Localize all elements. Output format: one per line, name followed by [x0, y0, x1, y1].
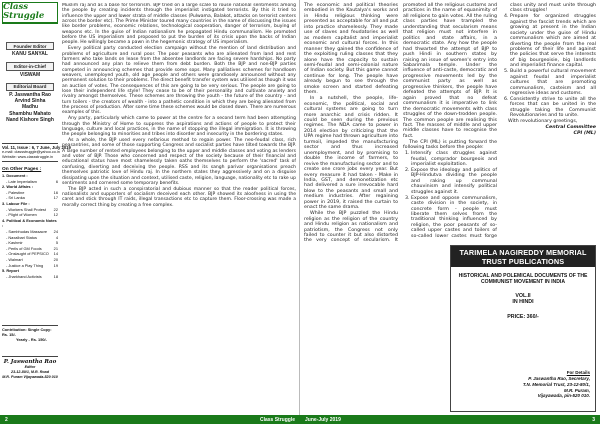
footer-date: June-July 2019 [305, 416, 341, 423]
order-line: T.N. Memorial Trust, 23-12-80/1, [522, 381, 590, 387]
order-line: M.R. Puram, [563, 387, 590, 393]
article-paragraph: In a nutshell, the people, life-economic, the political, social and cultural systems are going to turn more anarchic and crisis ridden. It could be seen during the previous regimes. The NDA came to power in 2014 election by criticizing that the UPA regime had thrown agriculture into turmoil, impeded the manufacturing sector and thus increased unemployment, and by promising to double the income of farmers, to revive the manufacturing sector and to create one crore jobs every year. But every measure it had taken - Make in India, GST, and demonetization etc had delivered a sure irrevocable hard blow to the peasants and small and medium industries. After regaining power in 2019, it raised the curtain to enact the same drama. [304, 96, 398, 211]
advert-volume: VOL.II [515, 292, 531, 299]
article-paragraph: While the BJP puzzled the Hindu religion as the religion of the country and Hindu religion as nationalism and patriotism, the Congress not only failed to counter it but also distorted the very concept of secularism. It promoted all the religious customs and practices in the name of equanimity of all religions to gain votes. All the ruling class parties have trampled the understanding that secularism means that religion must not interfere in politics and state affairs, in a democratic state. Any how the people had thwarted the attempt of BJP to push Hindi in southern states by raising an issue of women's entry into Sabarimala temple. Under the influence of anti-caste, democratic and progressive movements led by the communist party as well as progressive thinkers, the people have defeated the attempts of BJP. It is again proved that no defeat communalism it is imperative to link the democratic movements with class struggles of the down-trodden people. The common people are realising this fact. The masses of middle and upper middle classes have to recognise the fact. [304, 3, 497, 244]
contents-page: 16 [53, 189, 58, 195]
contents-label: 3. Labour File : [2, 200, 30, 206]
contents-title: On Other Pages : [2, 167, 42, 172]
contents-label: - Kashmir [6, 240, 23, 246]
editor-name: VISWAM [19, 71, 41, 78]
right-page [300, 0, 600, 424]
contents-page: 20 [53, 256, 58, 262]
contents-label: - Naxalbari Status [6, 234, 37, 240]
article-paragraph: As a whole, the BJP used every nefarious method to regain power. The neo-feudal class, rich peasantries, and some of those supporting Congress and socialist parties have tilted towards the BJP. A large number of rented employees belonging to the upper and middle classes and voting as lenders and voter of BJP. Those who concerned and respect of the society because of their financial and educational status have most shamelessly taken oaths themselves to perform the 'sacred' task of confusing, diverting and deceiving the people. RSS and its sangh parivar organisations preach themselves patriotic love of Hindu raj. In the northern states they aggressively and on a disguise dissipating upon the situation and context, utilised caste, religion, language, nationality etc to rake up sentiments and cornered some temporary benefits. [62, 138, 296, 186]
order-heading: For Details [566, 370, 590, 376]
board-member: P. Jaswantha Rao [9, 91, 51, 98]
board-member: Nand Kishore Singh [6, 116, 54, 123]
masthead-title: Class Struggle [3, 2, 45, 21]
order-line: P. Jaswantha Rao, Secretary, [528, 376, 590, 382]
contents-page: 5 [55, 240, 58, 246]
contents-label: 4. Political & Economic Notes : [2, 217, 57, 229]
left-article [62, 3, 296, 411]
board-label: Editorial Board [6, 83, 54, 91]
contents-page: 24 [53, 228, 58, 234]
contribution-single: Contribution: Single Copy: Rs. 15/- [2, 327, 52, 337]
signature-org: CPI (ML) [573, 131, 596, 137]
signature: Central Committee [545, 125, 596, 131]
footer-right [300, 415, 600, 424]
contents-label: - Workers Shall Protest [6, 206, 46, 212]
publication-advert [450, 245, 596, 412]
publisher-box [2, 356, 58, 380]
editor-label: Editor-in-Chief [6, 62, 54, 70]
contents-label: - Jharkhand Activists [6, 273, 42, 279]
contents-list [2, 167, 58, 279]
email-line[interactable]: e-mail: classstruggle@yahoo.co.in [2, 150, 60, 155]
masthead-logo [2, 2, 58, 24]
contents-label: 2. World Affairs : [2, 184, 33, 190]
advert-price: PRICE: 360/- [507, 314, 539, 321]
advert-order-details [498, 370, 590, 399]
order-line: Vijayawada, pin-520 010. [537, 393, 590, 399]
task-item: 3. Expose and oppose communalism, caste division in the society, in concrete form - people must liberate them selves from the traditional thinking influenced by religion, the poor peasants of so-called upper castes and toilers of so-called lower castes must forge class unity and must unite through class struggles! [411, 3, 596, 244]
volume-line: Vol. 11, Issue : 6, 7 June, July 2019 [2, 145, 71, 150]
contribution-box [2, 325, 58, 342]
right-article [304, 3, 596, 244]
contents-row[interactable] [2, 218, 58, 229]
board-member: Shambhu Mahato [9, 110, 51, 117]
founder-label: Founder Editor [6, 42, 54, 50]
contents-page: 4 [55, 234, 58, 240]
article-paragraph: Any party, particularly which came to power at the centre for a second term had been attempting through the Ministry of Home to suppress the aspirations and actions of people to protect their language, culture and local practices, in the name of stopping the illegal immigration. It is throwing the people belonging to minorities and tribes into disorder and insecurity in the bordering states. [62, 116, 296, 138]
closing-line: With revolutionary greetings, [508, 119, 578, 125]
board-member: Madhu [21, 104, 39, 111]
contents-label: - Perils of GM Foods [6, 245, 42, 251]
publisher-name: P. Jaswantha Rao [3, 359, 57, 365]
board-member: Arvind Sinha [14, 98, 46, 105]
article-paragraph: Every political party conducted election campaign without the mention of land distribution and problems of agriculture and rural poor. The poor peasants who are alienated from land and rent farmers who take lands on lease from the absentee landlords are facing severe hardships. No party had announced any plan to relieve them from debt burden. Both the BJP and non-BJP parties competed in announcing schemes that provide some sops. Many palliatives schemes for handloom weavers, unemployed youth, old age people and others were grandiosely announced without any permanent solution to their problems. The direct benefit transfer system was utilised as though it was an auction of votes. The consequences of this are going to be very serious. The people are going to lose their independent life style! They cease to be of their personality and cultivate anxiety and rivalry amongst themselves. These schemes are throwing the youth - the future of the country - and turn toilers - the creators of wealth - into a pathetic condition in which they are being alienated from the process of production. After some time these schemes would be closed down. There are numerous examples of this. [62, 46, 296, 116]
contribution-yearly: Yearly - Rs. 150/- [16, 337, 47, 342]
footer-publication: Class Struggle [259, 416, 295, 423]
contents-page: 12 [53, 212, 58, 218]
article-paragraph: The economic and political theories embodied in the Kautalya's works and in Hindu religious thinking were presented as acceptable for all and put into practice shamelessly. They made use of slaves and feudatories as well as modern capitalist and imperialist economic and cultural forces. In this manner they gained the confidence of the exploiting ruling classes that they alone have the capacity to sustain semi-feudal and semi-colonial nature of Indian society. But this game cannot continue for long. The people have already begun to see through the smoke screen and started defeating them. [304, 3, 398, 96]
contents-label: - Sambhudas Massacre [6, 228, 48, 234]
contents-label: - Late Imperialism [6, 178, 37, 184]
contents-page: 21 [53, 245, 58, 251]
article-paragraph: The CPI (ML) is putting forward the following tasks before the people: [403, 139, 497, 151]
contents-page: 18 [53, 273, 58, 279]
contents-label: - Sri Lanka [6, 195, 25, 201]
contents-label: - Justice a Play Thing [6, 262, 44, 268]
task-item: 4. Prepare for organized struggles against the fascist trends which are growing at present in the Indian society under the guise of Hindu communalism which are aimed at diverting the people from the real problems of their life and against the policies that serve the interests of big bourgeoisie, big landlords and imperialist finance capital. [510, 14, 596, 69]
publisher-address: M.R. Puram Vijayawada-520 010 [2, 375, 58, 379]
page-number: 2 [5, 416, 8, 423]
contents-label: - Palestine [6, 189, 25, 195]
contents-page: 14 [53, 251, 58, 257]
page-number: 3 [592, 416, 595, 423]
contents-page: 19 [53, 262, 58, 268]
publisher-address: 23-12-80/1, M.R. Road [11, 370, 49, 374]
task-item: 1. Intensify class struggles against feudal, comprador bourgeois and imperialist exploitation. [411, 151, 497, 167]
task-item: 6. Consistently strive to unite all the forces that can be united in the struggle taking the Communist Revolutionaries and to unite. [510, 97, 596, 119]
task-item: 2. Expose the ideology and politics of BJP-Hindutva dividing the people and raking up communal chauvinism and intensify political struggles against it. [411, 168, 497, 195]
contents-label: - Walmart [6, 256, 23, 262]
publisher-role: Editor [24, 365, 36, 369]
founder-name: KANU SANYAL [12, 51, 48, 58]
contents-label: 5. Report [2, 268, 19, 274]
masthead-band [3, 22, 57, 23]
editorial-sidebar [2, 40, 58, 123]
advert-heading: HISTORICAL AND POLEMICAL DOCUMENTS OF THE COMMUNIST MOVEMENT IN INDIA [458, 273, 588, 286]
advert-language: IN HINDI [512, 299, 534, 306]
contents-page: 6 [55, 178, 58, 184]
website-line[interactable]: Website: www.classstruggle.in [2, 155, 53, 159]
contents-label: 1. Document : [2, 173, 28, 178]
advert-title: TARIMELA NAGIREDDY MEMORIAL TRUST PUBLICATIONS [451, 246, 595, 267]
contents-label: - Onslaught of PEPSICO [6, 251, 49, 257]
issue-info [2, 143, 71, 162]
contents-row[interactable] [2, 274, 58, 280]
contents-page: 17 [53, 195, 58, 201]
task-item: 5. Build a powerful cultural movement against feudal and imperialist cultures that are promoting communalism, casteism and all regressive ideas and customs. [510, 69, 596, 96]
article-paragraph: The BJP acted in such a conspiratorial and dubious manner so that the reader political forces, nationalists and supporters of socialism deceived each other. BJP showed its aloofness in using the caret and stick through IT raids, illegal transactions etc to capture them. Floor-crossing was made a morally correct thing by creating a free complex. [62, 186, 296, 208]
contents-label: - Plight of Women [6, 212, 37, 218]
contents-page: 22 [53, 206, 58, 212]
article-paragraph: Muslim raj and as a base for terrorism. BJP tried on a large scale to rouse national sentiments among the people by creating incidents through the imperialist instigated terrorists. By this it tried to influence the upper and lower strata of middle classes (Pulwama, Balakot, attacks on terrorist centers across the border etc). The Prime Minister toured many countries in the name of discussing the issues like border problems, economic relations, technological cooperation, danger of terrorism, buying of weapons etc. In the guise of Indian nationalism he propagated Hindu communalism. He promoted before the US imperialism and proposed to put the burden of its crisis upon the backs of Indian people. He willingly became a pawn in the hegemonic strategy of US imperialism. [62, 3, 296, 46]
footer-left [0, 415, 300, 424]
